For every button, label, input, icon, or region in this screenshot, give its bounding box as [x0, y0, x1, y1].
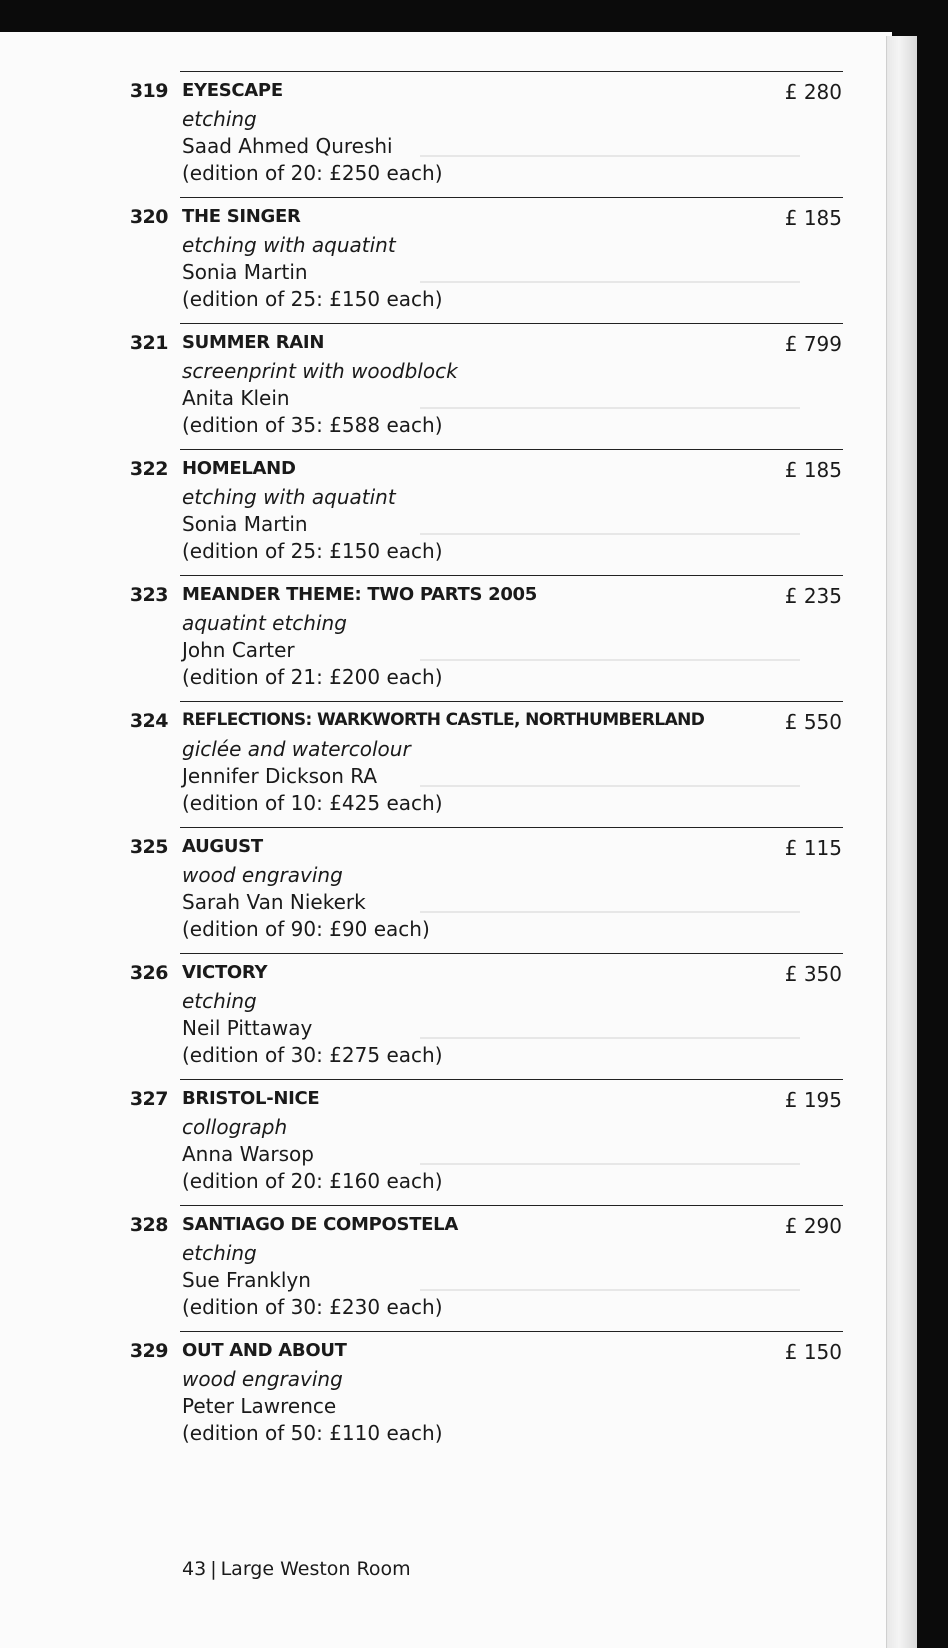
entry-number: 324: [129, 710, 168, 732]
entry-divider: [180, 1205, 843, 1206]
entry-divider: [180, 953, 843, 954]
entry-medium: aquatint etching: [182, 611, 347, 635]
footer-separator: |: [210, 1558, 217, 1580]
entry-divider: [180, 197, 843, 198]
entry-artist: Sue Franklyn: [182, 1268, 311, 1292]
entry-artist: Sarah Van Niekerk: [182, 890, 366, 914]
entry-price: £ 290: [784, 1214, 842, 1238]
entry-medium: wood engraving: [182, 863, 343, 887]
entry-medium: etching with aquatint: [182, 233, 396, 257]
catalogue-entry: [0, 449, 892, 575]
entry-divider: [180, 575, 843, 576]
entry-number: 328: [129, 1214, 168, 1236]
entry-edition: (edition of 35: £588 each): [182, 413, 443, 437]
entry-edition: (edition of 30: £275 each): [182, 1043, 443, 1067]
page-footer: [182, 1558, 411, 1580]
entry-divider: [180, 449, 843, 450]
entry-artist: Anna Warsop: [182, 1142, 314, 1166]
entry-price: £ 150: [784, 1340, 842, 1364]
entry-price: £ 115: [784, 836, 842, 860]
entry-medium: giclée and watercolour: [182, 737, 411, 761]
entry-artist: John Carter: [182, 638, 295, 662]
catalogue-entry: [0, 701, 892, 827]
entry-medium: screenprint with woodblock: [182, 359, 458, 383]
catalogue-entry: [0, 953, 892, 1079]
entry-title: MEANDER THEME: TWO PARTS 2005: [182, 584, 538, 605]
catalogue-entry: [0, 197, 892, 323]
entry-title: SANTIAGO DE COMPOSTELA: [182, 1214, 458, 1235]
entry-title: BRISTOL-NICE: [182, 1088, 320, 1109]
catalogue-entry: [0, 71, 892, 197]
page-number: 43: [182, 1558, 207, 1580]
entry-medium: etching: [182, 107, 257, 131]
catalogue-page: [0, 32, 892, 1648]
entry-artist: Sonia Martin: [182, 512, 308, 536]
catalogue-entry: [0, 323, 892, 449]
entry-medium: etching: [182, 1241, 257, 1265]
entry-edition: (edition of 50: £110 each): [182, 1421, 443, 1445]
entry-edition: (edition of 90: £90 each): [182, 917, 430, 941]
entry-artist: Jennifer Dickson RA: [182, 764, 378, 788]
entry-title: THE SINGER: [182, 206, 301, 227]
entry-number: 323: [129, 584, 168, 606]
entry-edition: (edition of 25: £150 each): [182, 539, 443, 563]
entry-divider: [180, 1079, 843, 1080]
entry-number: 329: [129, 1340, 168, 1362]
entry-price: £ 799: [784, 332, 842, 356]
entry-number: 320: [129, 206, 168, 228]
entry-price: £ 185: [784, 458, 842, 482]
entry-number: 321: [129, 332, 168, 354]
entry-medium: collograph: [182, 1115, 288, 1139]
entry-divider: [180, 827, 843, 828]
entry-medium: etching: [182, 989, 257, 1013]
entry-artist: Saad Ahmed Qureshi: [182, 134, 393, 158]
room-name: Large Weston Room: [220, 1558, 411, 1580]
entry-price: £ 350: [784, 962, 842, 986]
entry-title: EYESCAPE: [182, 80, 283, 101]
entry-edition: (edition of 30: £230 each): [182, 1295, 443, 1319]
book-page-edge: [886, 36, 917, 1648]
entry-number: 319: [129, 80, 168, 102]
entry-number: 326: [129, 962, 168, 984]
entry-number: 325: [129, 836, 168, 858]
entry-price: £ 185: [784, 206, 842, 230]
catalogue-entry: [0, 1079, 892, 1205]
entry-artist: Sonia Martin: [182, 260, 308, 284]
entry-title: OUT AND ABOUT: [182, 1340, 347, 1361]
entry-price: £ 280: [784, 80, 842, 104]
entry-artist: Peter Lawrence: [182, 1394, 337, 1418]
entry-number: 322: [129, 458, 168, 480]
entry-price: £ 550: [784, 710, 842, 734]
entry-medium: etching with aquatint: [182, 485, 396, 509]
entry-divider: [180, 1331, 843, 1332]
entry-price: £ 235: [784, 584, 842, 608]
entry-divider: [180, 701, 843, 702]
catalogue-entry: [0, 1205, 892, 1331]
catalogue-entry: [0, 1331, 892, 1457]
catalogue-entry: [0, 575, 892, 701]
entry-divider: [180, 71, 843, 72]
entry-number: 327: [129, 1088, 168, 1110]
entry-title: VICTORY: [182, 962, 268, 983]
entry-edition: (edition of 10: £425 each): [182, 791, 443, 815]
entry-edition: (edition of 21: £200 each): [182, 665, 443, 689]
entry-title: REFLECTIONS: WARKWORTH CASTLE, NORTHUMBERLAND: [182, 710, 705, 730]
entry-artist: Anita Klein: [182, 386, 290, 410]
entry-edition: (edition of 20: £250 each): [182, 161, 443, 185]
entry-price: £ 195: [784, 1088, 842, 1112]
entry-medium: wood engraving: [182, 1367, 343, 1391]
entry-edition: (edition of 25: £150 each): [182, 287, 443, 311]
entry-title: SUMMER RAIN: [182, 332, 325, 353]
entry-edition: (edition of 20: £160 each): [182, 1169, 443, 1193]
entry-divider: [180, 323, 843, 324]
entry-artist: Neil Pittaway: [182, 1016, 313, 1040]
catalogue-entry: [0, 827, 892, 953]
entry-title: HOMELAND: [182, 458, 296, 479]
entry-title: AUGUST: [182, 836, 263, 857]
